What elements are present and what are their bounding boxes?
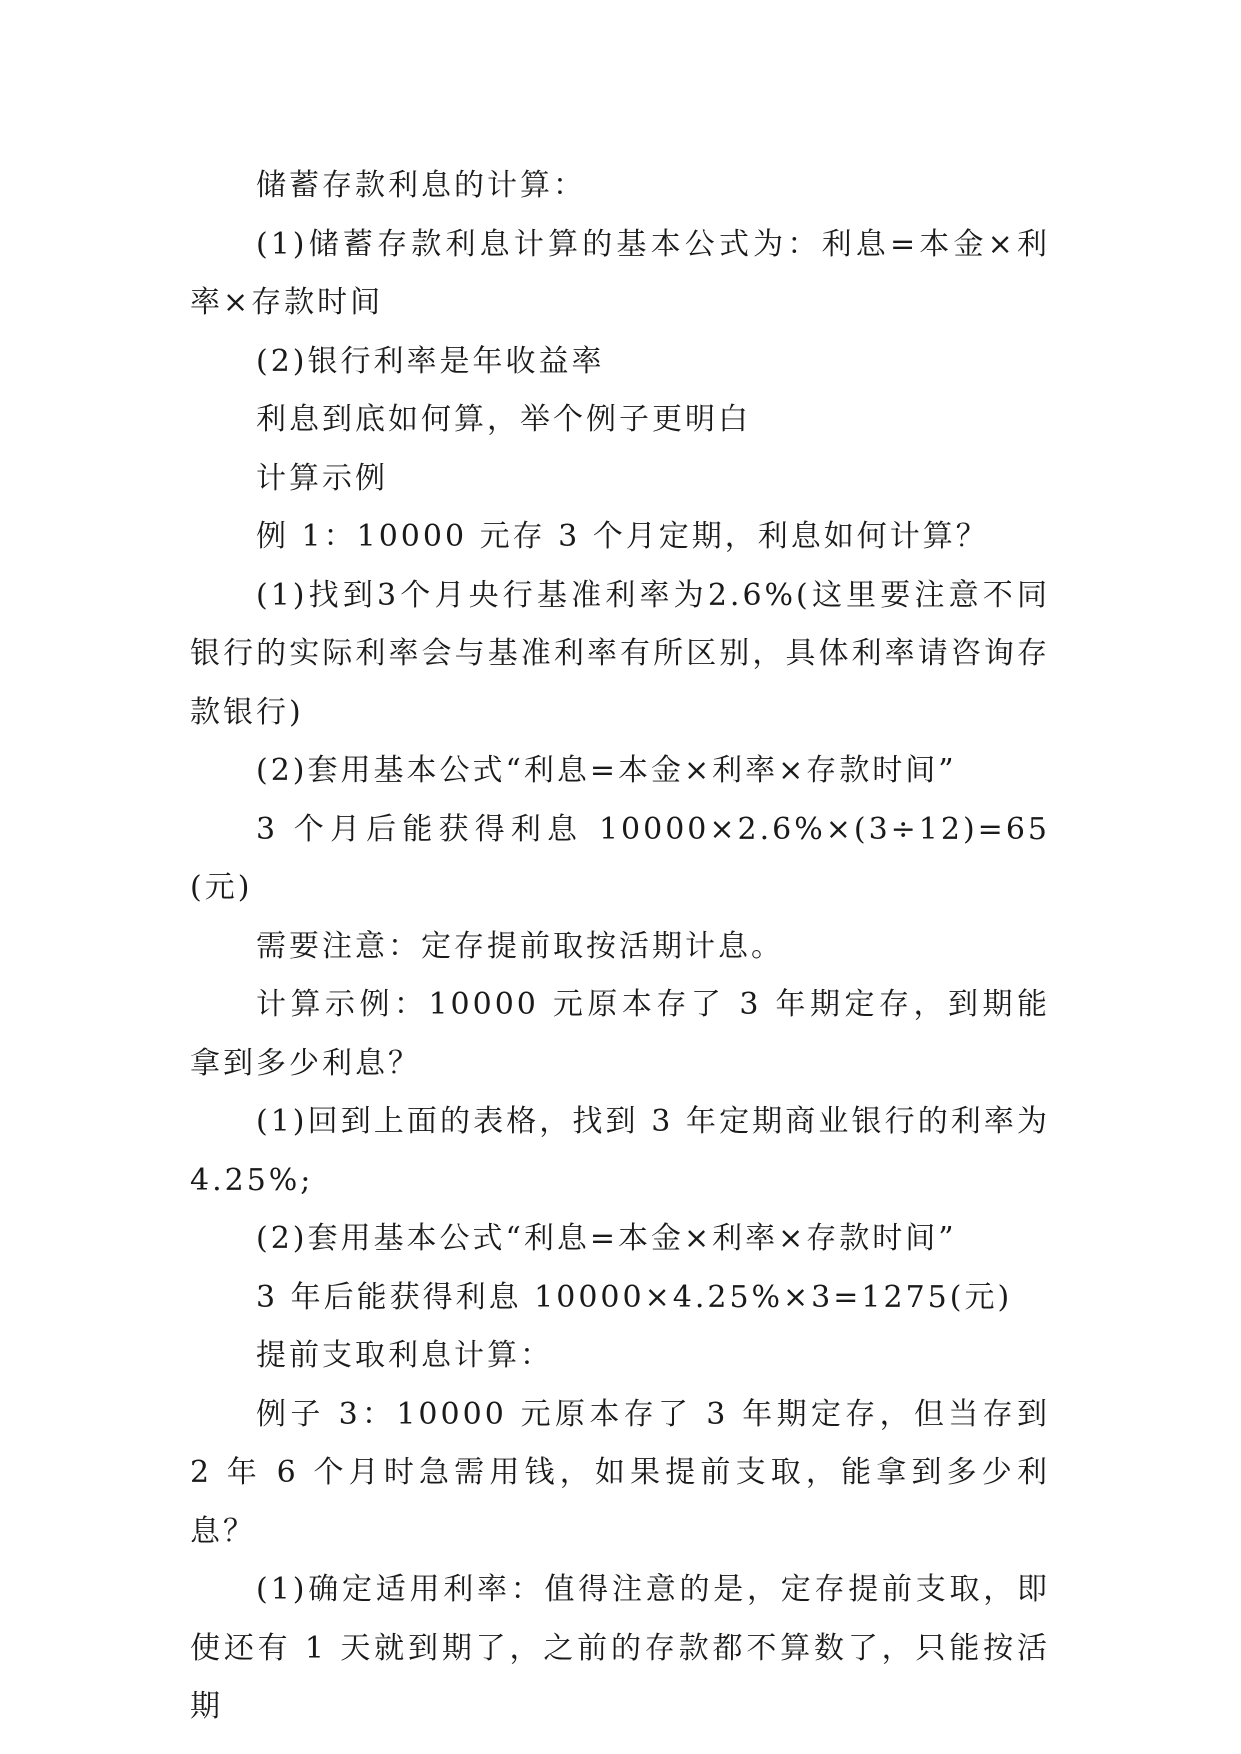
- paragraph-example-3: 例子 3：10000 元原本存了 3 年期定存，但当存到 2 年 6 个月时急需用钱，如果提前支取，能拿到多少利息？: [190, 1396, 1050, 1549]
- paragraph-example-2-step-2: (2)套用基本公式“利息=本金×利率×存款时间”: [256, 1221, 957, 1256]
- paragraph-note: 需要注意：定存提前取按活期计息。: [256, 928, 784, 964]
- paragraph-example-1-step-1: (1)找到3个月央行基准利率为2.6%(这里要注意不同银行的实际利率会与基准利率有所区别，具体利率请咨询存款银行): [190, 577, 1050, 730]
- paragraph-example-1-step-2: (2)套用基本公式“利息=本金×利率×存款时间”: [256, 753, 957, 788]
- paragraph-example-2: 计算示例：10000 元原本存了 3 年期定存，到期能拿到多少利息？: [190, 987, 1050, 1081]
- heading-early-withdrawal: 提前支取利息计算：: [256, 1338, 553, 1373]
- paragraph-example-3-step-1: (1)确定适用利率：值得注意的是，定存提前支取，即使还有 1 天就到期了，之前的存款都不算数了，只能按活期: [190, 1572, 1050, 1724]
- paragraph-annual-rate: (2)银行利率是年收益率: [256, 343, 605, 379]
- paragraph-example-2-result: 3 年后能获得利息 10000×4.25%×3=1275(元): [256, 1279, 1013, 1315]
- heading-calculation-example: 计算示例: [256, 460, 388, 496]
- paragraph-example-intro: 利息到底如何算，举个例子更明白: [256, 402, 751, 437]
- document-body: [190, 157, 1050, 1737]
- section-heading-savings-interest: 储蓄存款利息的计算：: [256, 168, 586, 203]
- paragraph-example-1: 例 1：10000 元存 3 个月定期，利息如何计算？: [256, 519, 989, 554]
- paragraph-example-1-result: 3 个月后能获得利息 10000×2.6%×(3÷12)=65(元): [190, 811, 1050, 905]
- paragraph-basic-formula: (1)储蓄存款利息计算的基本公式为：利息=本金×利率×存款时间: [190, 226, 1050, 320]
- paragraph-example-2-step-1: (1)回到上面的表格，找到 3 年定期商业银行的利率为4.25%;: [190, 1104, 1050, 1198]
